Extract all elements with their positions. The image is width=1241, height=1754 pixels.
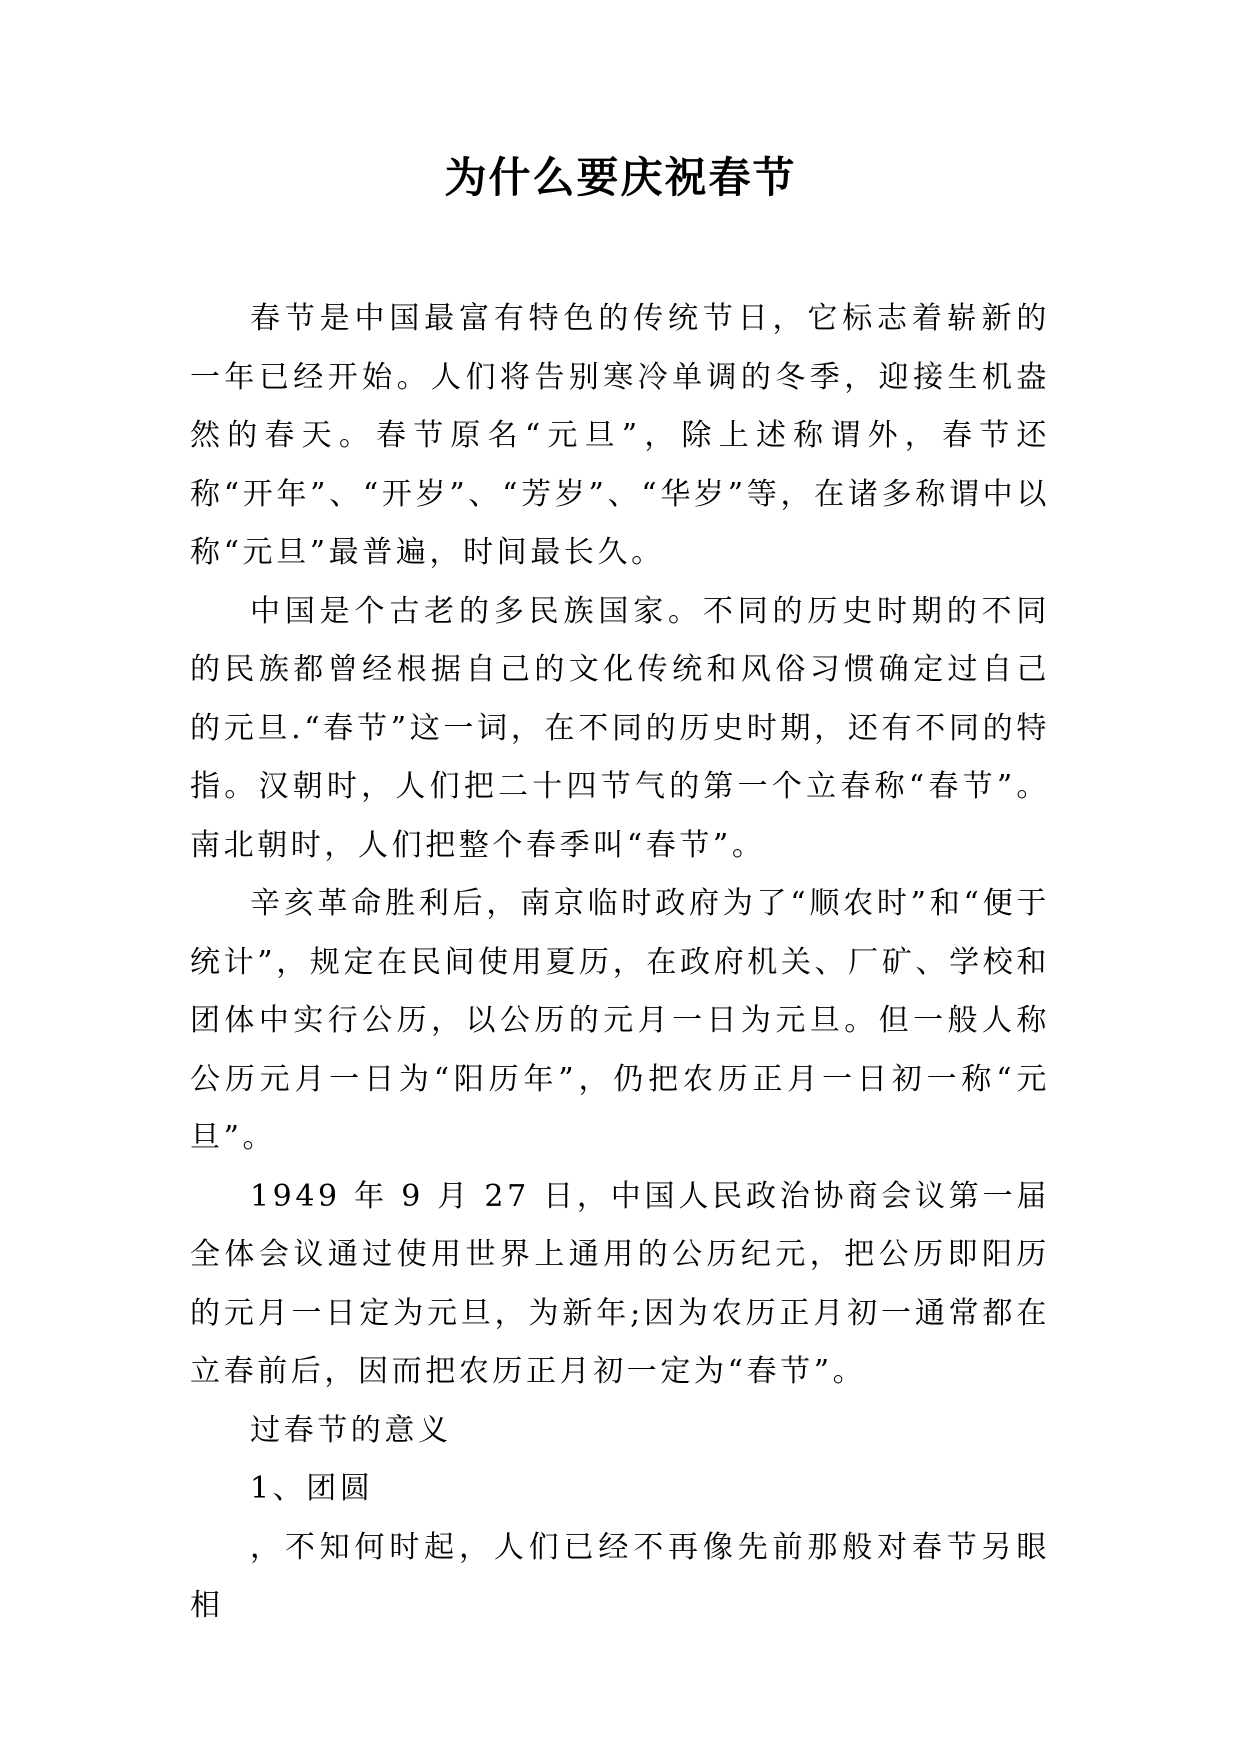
paragraph: 春节是中国最富有特色的传统节日，它标志着崭新的一年已经开始。人们将告别寒冷单调的冬季，迎接生机盎然的春天。春节原名“元旦”，除上述称谓外，春节还称“开年”、“开岁”、“芳岁”、“华岁”等，在诸多称谓中以称“元旦”最普遍，时间最长久。 — [190, 301, 1050, 570]
paragraph: 1949 年 9 月 27 日，中国人民政治协商会议第一届全体会议通过使用世界上通用的公历纪元，把公历即阳历的元月一日定为元旦，为新年;因为农历正月初一通常都在立春前后，因而把农历正月初一定为“春节”。 — [190, 1178, 1050, 1389]
paragraph: ，不知何时起，人们已经不再像先前那般对春节另眼相 — [190, 1529, 1050, 1623]
section-heading: 过春节的意义 — [250, 1412, 452, 1448]
paragraph: 辛亥革命胜利后，南京临时政府为了“顺农时”和“便于统计”，规定在民间使用夏历，在政府机关、厂矿、学校和团体中实行公历，以公历的元月一日为元旦。但一般人称公历元月一日为“阳历年”，仍把农历正月一日初一称“元旦”。 — [190, 886, 1050, 1155]
document-body — [190, 290, 1050, 1636]
subsection-heading: 1、团圆 — [250, 1471, 374, 1506]
document-title: 为什么要庆祝春节 — [444, 153, 797, 202]
paragraph: 中国是个古老的多民族国家。不同的历史时期的不同的民族都曾经根据自己的文化传统和风俗习惯确定过自己的元旦.“春节”这一词，在不同的历史时期，还有不同的特指。汉朝时，人们把二十四节气的第一个立春称“春节”。南北朝时，人们把整个春季叫“春节”。 — [190, 593, 1050, 863]
